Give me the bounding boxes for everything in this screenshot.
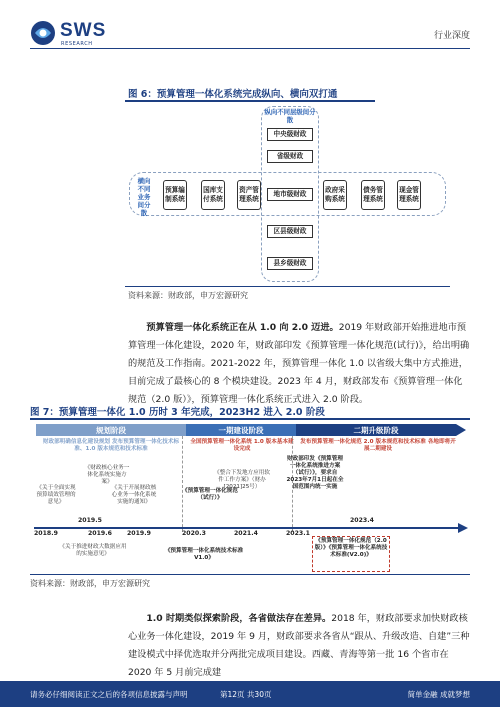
box-budget-compile: 预算编制系统 bbox=[163, 180, 187, 210]
horizontal-label: 横向不同业务间分散 bbox=[137, 177, 151, 217]
event-promotion-plan: 财政部印发《预算管理一体化系统推进方案（试行）》，要求自2023年7月1日起在全国范围内统一实施 bbox=[286, 456, 344, 490]
company-logo bbox=[30, 18, 120, 52]
figure7-bottom-rule bbox=[30, 574, 470, 575]
footer-slogan: 简单金融 成就梦想 bbox=[407, 690, 470, 699]
vertical-label: 纵向不同层级间分散 bbox=[264, 108, 316, 124]
event-core-notice: 《关于开展财政核心业务一体化系统实施的通知》 bbox=[111, 485, 157, 505]
event-core-plan: 《财政核心业务一体化系统实施方案》 bbox=[84, 465, 130, 485]
event-tech-standard-v1: 《预算管理一体化系统技术标准V1.0》 bbox=[164, 548, 244, 561]
paragraph-2 bbox=[128, 610, 470, 678]
date-2021-4: 2021.4 bbox=[234, 530, 258, 537]
box-provincial-finance: 省级财政 bbox=[267, 150, 313, 163]
figure7-source: 资料来源：财政部，申万宏源研究 bbox=[30, 579, 150, 588]
footer-disclaimer: 请务必仔细阅读正文之后的各项信息披露与声明 bbox=[30, 690, 188, 699]
phase-planning-note: 财政部明确信息化建设规划 发布预算管理一体化技术标准、1.0 版本规范和技术标准 bbox=[42, 439, 180, 452]
box-gov-procurement: 政府采购系统 bbox=[323, 180, 347, 210]
box-treasury-payment: 国库支付系统 bbox=[201, 180, 225, 210]
logo-subtext: RESEARCH bbox=[61, 41, 93, 47]
box-asset-management: 资产管理系统 bbox=[237, 180, 261, 210]
event-bigdata-opinion: 《关于推进财政大数据应用的实施意见》 bbox=[59, 544, 127, 557]
figure6-diagram bbox=[125, 104, 450, 284]
date-2018-9: 2018.9 bbox=[34, 530, 58, 537]
phase-first: 一期建设阶段 bbox=[186, 424, 296, 436]
paragraph-1 bbox=[128, 319, 470, 409]
phase-separator-1 bbox=[182, 436, 183, 532]
date-2019-9: 2019.9 bbox=[127, 530, 151, 537]
event-software-plan: 《整合下发地方应用软件工作方案》（财办[2021]25号） bbox=[214, 470, 270, 490]
date-2019-5: 2019.5 bbox=[78, 517, 102, 524]
phase-planning: 规划阶段 bbox=[36, 424, 186, 436]
section-tag: 行业深度 bbox=[433, 31, 470, 41]
figure6-title: 图 6：预算管理一体化系统完成纵向、横向双打通 bbox=[128, 89, 338, 100]
phase-upgrade-note: 发布预算管理一体化规范 2.0 版本规范和技术标准 各地即将开展二期建设 bbox=[300, 439, 456, 452]
date-2023-1: 2023.1 bbox=[286, 530, 310, 537]
phase-upgrade: 二期升级阶段 bbox=[353, 425, 399, 435]
event-norm-trial: 《预算管理一体化规范（试行）》 bbox=[182, 488, 238, 501]
paragraph-2-lead: 1.0 时期类似探索阶段，各省做法存在差异。 bbox=[146, 613, 332, 624]
date-2019-6: 2019.6 bbox=[88, 530, 112, 537]
paragraph-1-text: 2019 年财政部开始推进地市预算管理一体化建设，2020 年，财政部印发《预算管理一体化规范(试行)》，给出明确的规范及工作指南。2021-2022 年，预算管理一体化 1.0 以省级大集中方式推进，目前完成了最核心的 8 个模块建设。2023 年 4 月，财政部发布《预算管理一体化规范（2.0 版）》，预算管理一体化系统正式进入 2.0 阶段。 bbox=[128, 322, 470, 405]
page-footer bbox=[0, 681, 500, 707]
box-debt-management: 债务管理系统 bbox=[361, 180, 385, 210]
figure7-title: 图 7：预算管理一体化 1.0 历时 3 年完成，2023H2 进入 2.0 阶段 bbox=[30, 407, 325, 418]
figure6-title-rule bbox=[125, 100, 375, 102]
box-municipal-finance: 地市级财政 bbox=[267, 188, 313, 201]
logo-mark-icon bbox=[30, 20, 56, 46]
box-central-finance: 中央级财政 bbox=[267, 128, 313, 141]
figure7-timeline bbox=[30, 422, 470, 572]
paragraph-2-text: 2018 年，财政部要求加快财政核心业务一体化建设，2019 年 9 月，财政部要求各省从“跟从、升级改造、自建”三种建设模式中择优选取并分两批完成项目建设。西藏、青海等第一批 16 个省市在 2020 年 5 月前完成建 bbox=[128, 613, 470, 678]
box-cash-management: 现金管理系统 bbox=[397, 180, 421, 210]
box-county-finance: 区县级财政 bbox=[267, 225, 313, 238]
box-township-finance: 县乡级财政 bbox=[267, 257, 313, 270]
event-performance-opinion: 《关于全面实现预算绩效管理的意见》 bbox=[36, 485, 76, 505]
phase-first-note: 全国预算管理一体化系统 1.0 版本基本建设完成 bbox=[190, 439, 294, 452]
figure6-source: 资料来源：财政部，申万宏源研究 bbox=[128, 291, 248, 300]
figure7-title-rule bbox=[30, 418, 470, 420]
figure6-bottom-rule bbox=[125, 286, 450, 287]
date-2020-3: 2020.3 bbox=[182, 530, 206, 537]
paragraph-1-lead: 预算管理一体化系统正在从 1.0 向 2.0 迈进。 bbox=[146, 322, 339, 333]
date-2023-4: 2023.4 bbox=[350, 517, 374, 524]
header-divider bbox=[30, 48, 470, 49]
logo-text: SWS bbox=[60, 20, 107, 41]
footer-page-number: 第12页 共30页 bbox=[220, 690, 272, 699]
event-norm-v2: 《预算管理一体化规范（2.0版）》《预算管理一体化系统技术标准(V2.0)》 bbox=[314, 538, 388, 558]
